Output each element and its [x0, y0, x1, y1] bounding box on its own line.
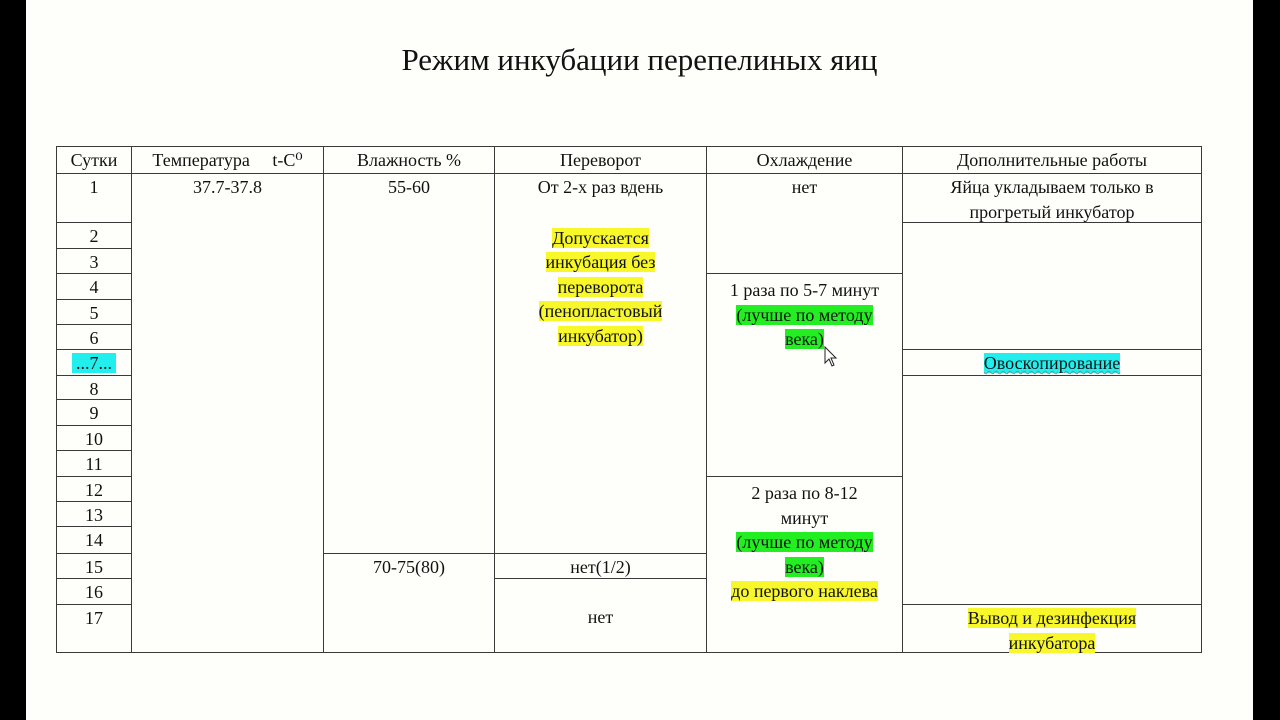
extra-work-cell-day-17: Вывод и дезинфекция инкубатора	[902, 604, 1202, 653]
extra-work-cell-days-8-16	[902, 375, 1202, 605]
turning-note: Допускается инкубация без переворота (пенопластовый инкубатор)	[538, 227, 663, 346]
day-cell: 4	[56, 273, 132, 300]
day-cell: 3	[56, 248, 132, 274]
day-cell: 16	[56, 578, 132, 605]
day-cell: 12	[56, 476, 132, 502]
turning-cell-days-16-17: нет	[494, 578, 707, 653]
day-cell: 17	[56, 604, 132, 653]
mouse-cursor-icon	[824, 346, 838, 368]
day-cell: 6	[56, 324, 132, 350]
day-cell: 15	[56, 553, 132, 579]
header-cooling: Охлаждение	[706, 146, 903, 174]
humidity-cell-days-1-14: 55-60	[323, 173, 495, 554]
day-cell-highlighted	[56, 349, 132, 376]
turning-cell-day-15: нет(1/2)	[494, 553, 707, 579]
day-cell: 10	[56, 425, 132, 451]
day-cell: 2	[56, 222, 132, 249]
humidity-cell-days-15-17: 70-75(80)	[323, 553, 495, 653]
header-day: Сутки	[56, 146, 132, 174]
header-turning: Переворот	[494, 146, 707, 174]
cooling-cell-days-12-17: 2 раза по 8-12 минут (лучше по методу века) до первого наклева	[706, 476, 903, 653]
cooling-cell-days-1-3: нет	[706, 173, 903, 274]
extra-work-cell-day-7	[902, 349, 1202, 376]
cooling-cell-days-4-11: 1 раза по 5-7 минут (лучше по методу века)	[706, 273, 903, 477]
day-cell: 14	[56, 526, 132, 554]
incubation-table	[56, 146, 1202, 653]
day-cell: 13	[56, 501, 132, 527]
day-cell: 8	[56, 375, 132, 400]
day-cell: 1	[56, 173, 132, 223]
turning-cell-days-1-14	[494, 173, 707, 554]
extra-work-cell-day-1: Яйца укладываем только в прогретый инкубатор	[902, 173, 1202, 223]
temperature-cell: 37.7-37.8	[131, 173, 324, 653]
day-cell: 9	[56, 399, 132, 426]
turning-main-text: От 2-х раз вдень	[537, 177, 664, 197]
day-cell: 5	[56, 299, 132, 325]
document-page	[26, 0, 1253, 720]
extra-work-cell-days-2-6	[902, 222, 1202, 350]
candling-text: Овоскопирование	[983, 353, 1121, 373]
header-extra-work: Дополнительные работы	[902, 146, 1202, 174]
header-temperature: Температура t-C⁰	[131, 146, 324, 174]
day-cell: 11	[56, 450, 132, 477]
document-title: Режим инкубации перепелиных яиц	[401, 42, 878, 77]
day-7-highlight: ...7...	[72, 353, 116, 373]
header-humidity: Влажность %	[323, 146, 495, 174]
